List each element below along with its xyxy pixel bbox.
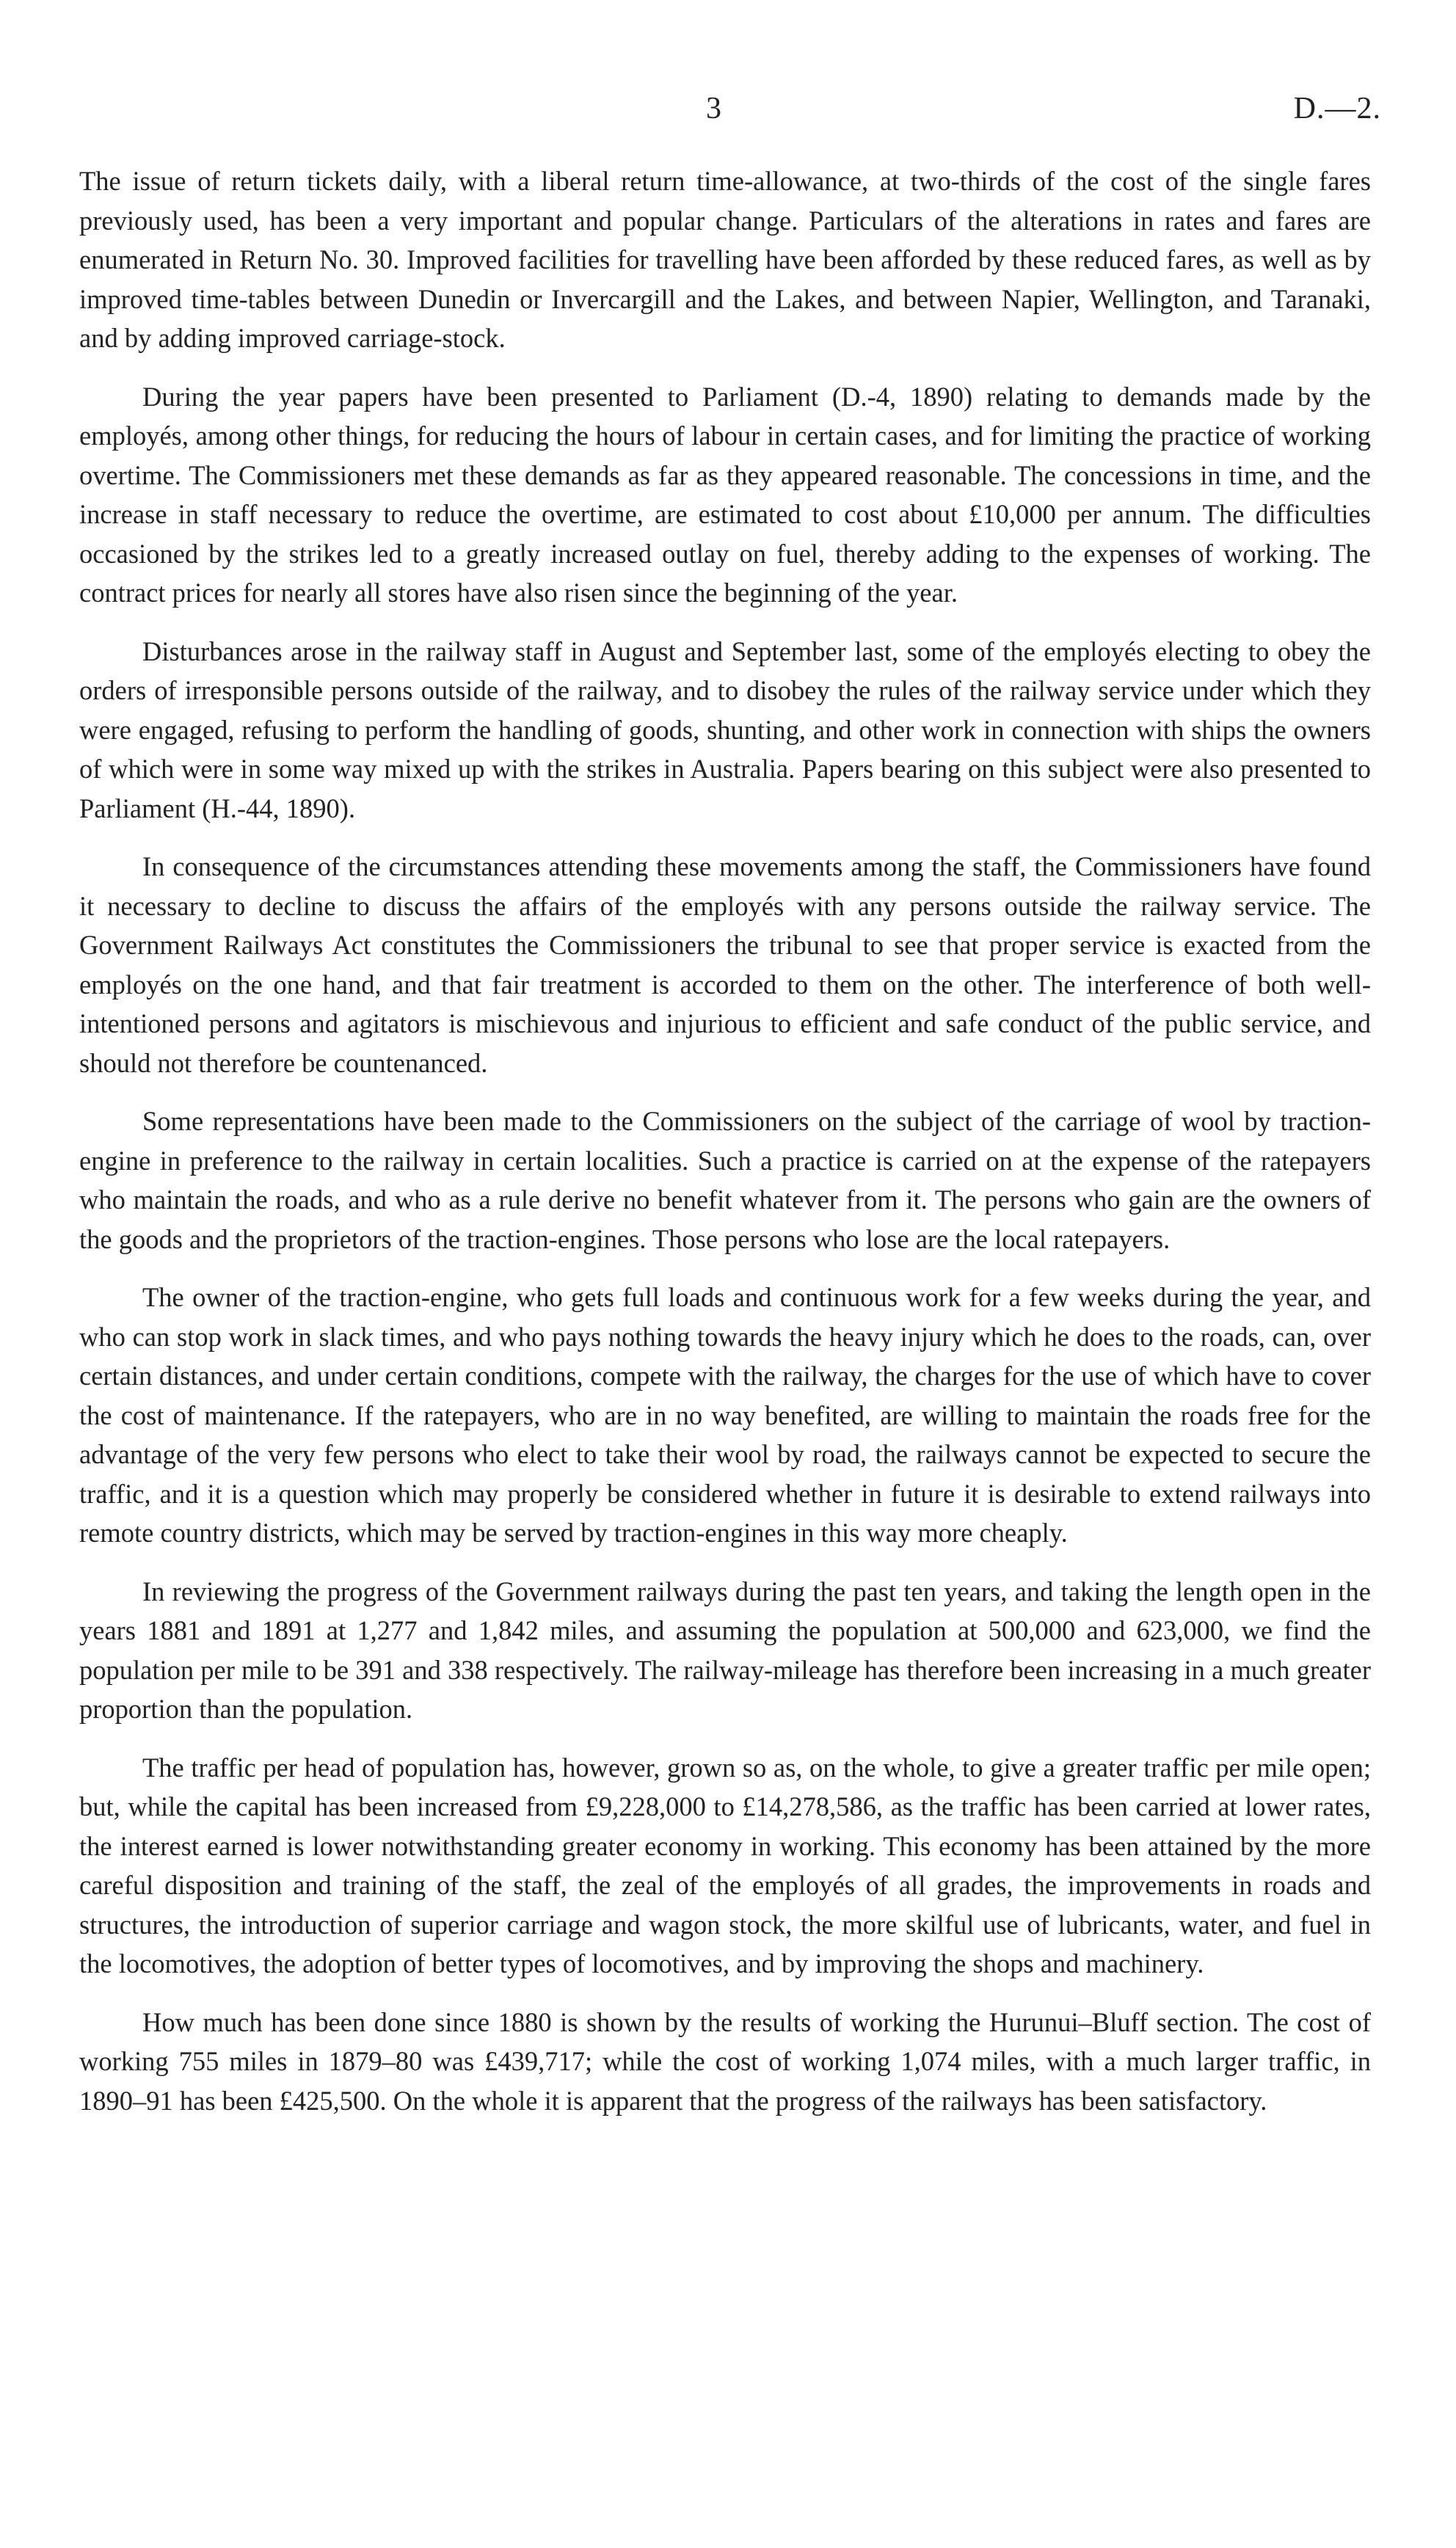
paragraph-hurunui-bluff: How much has been done since 1880 is shown by the results of working the Hurunui–Bluff section. The cost of working 755 miles in 1879–80 was £439,717; while the cost of working 1,074 miles, with a much larger traffic, in 1890–91 has been £425,500. On the whole it is apparent that the progress of the railways has been satisfactory. [79,2006,1371,2116]
body-text [79,161,1371,2139]
paragraph-commissioners-decline: In consequence of the circumstances attending these movements among the staff, the Commissioners have found it necessary to decline to discuss the affairs of the employés with any persons outside the railway service. The Government Railways Act constitutes the Commissioners the tribunal to see that proper service is exacted from the employés on the one hand, and that fair treatment is accorded to them on the other. The interference of both well-intentioned persons and agitators is mischievous and injurious to efficient and safe conduct of the public service, and should not therefore be countenanced. [79,851,1371,1078]
paragraph-disturbances: Disturbances arose in the railway staff in August and September last, some of the employés electing to obey the orders of irresponsible persons outside of the railway, and to disobey the rules of the railway service under which they were engaged, refusing to perform the handling of goods, shunting, and other work in connection with ships the owners of which were in some way mixed up with the strikes in Australia. Papers bearing on this subject were also presented to Parliament (H.-44, 1890). [79,636,1371,823]
page-header [0,87,1456,131]
paragraph-traction-engine-owner: The owner of the traction-engine, who gets full loads and continuous work for a few weeks during the year, and who can stop work in slack times, and who pays nothing towards the heavy injury which he does to the roads, can, over certain distances, and under certain conditions, compete with the railway, the charges for the use of which have to cover the cost of maintenance. If the ratepayers, who are in no way benefited, are willing to maintain the roads free for the advantage of the very few persons who elect to take their wool by road, the railways cannot be expected to secure the traffic, and it is a question which may properly be considered whether in future it is desirable to extend railways into remote country districts, which may be served by traction-engines in this way more cheaply. [79,1282,1371,1548]
paragraph-traction-engine-wool: Some representations have been made to the Commissioners on the subject of the carriage of wool by traction-engine in preference to the railway in certain localities. Such a practice is carried on at the expense of the ratepayers who maintain the roads, and who as a rule derive no benefit whatever from it. The persons who gain are the owners of the goods and the proprietors of the traction-engines. Those persons who lose are the local ratepayers. [79,1106,1371,1254]
paragraph-employes-demands: During the year papers have been presented to Parliament (D.-4, 1890) relating to demands made by the employés, among other things, for reducing the hours of labour in certain cases, and for limiting the practice of working overtime. The Commissioners met these demands as far as they appeared reasonable. The concessions in time, and the increase in staff necessary to reduce the overtime, are estimated to cost about £10,000 per annum. The difficulties occasioned by the strikes led to a greatly increased outlay on fuel, thereby adding to the expenses of working. The contract prices for nearly all stores have also risen since the beginning of the year. [79,381,1371,608]
document-code: D.—2. [1293,92,1381,125]
paragraph-traffic-per-head: The traffic per head of population has, however, grown so as, on the whole, to give a greater traffic per mile open; but, while the capital has been increased from £9,228,000 to £14,278,586, as the traffic has been carried at lower rates, the interest earned is lower notwithstanding greater economy in working. This economy has been attained by the more careful disposition and training of the staff, the zeal of the employés of all grades, the improvements in roads and structures, the introduction of superior carriage and wagon stock, the more skilful use of lubricants, water, and fuel in the locomotives, the adoption of better types of locomotives, and by improving the shops and machinery. [79,1752,1371,1979]
paragraph-progress-review: In reviewing the progress of the Government railways during the past ten years, and taking the length open in the years 1881 and 1891 at 1,277 and 1,842 miles, and assuming the population at 500,000 and 623,000, we find the population per mile to be 391 and 338 respectively. The railway-mileage has therefore been increasing in a much greater proportion than the population. [79,1576,1371,1724]
paragraph-return-tickets: The issue of return tickets daily, with a liberal return time-allowance, at two-thirds of the cost of the single fares previously used, has been a very important and popular change. Particulars of the alterations in rates and fares are enumerated in Return No. 30. Improved facilities for travelling have been afforded by these reduced fares, as well as by improved time-tables between Dunedin or Invercargill and the Lakes, and between Napier, Wellington, and Taranaki, and by adding improved carriage-stock. [79,166,1371,353]
page-number: 3 [706,92,721,125]
